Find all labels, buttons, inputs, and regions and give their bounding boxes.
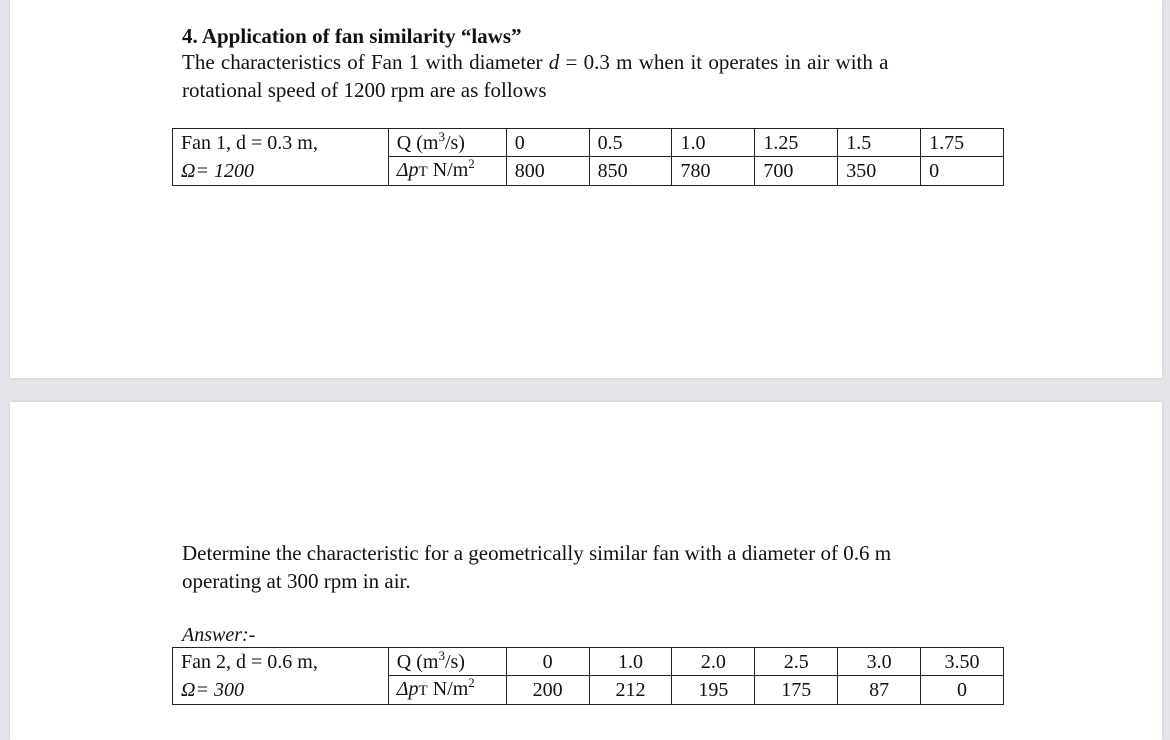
table-row <box>173 648 1004 676</box>
table-row <box>173 676 1004 705</box>
dp-value-cell: 350 <box>838 157 921 186</box>
q-value-cell: 0.5 <box>589 129 672 157</box>
intro-text-pre: The characteristics of Fan 1 with diameter <box>182 50 549 74</box>
dp-subscript: T <box>418 683 428 699</box>
dp-subscript: T <box>418 164 428 180</box>
intro-text-post: = 0.3 m when it operates in air with a <box>559 50 889 74</box>
q-header-text: Q (m <box>396 650 439 673</box>
q-header-unit: /s) <box>444 131 465 154</box>
q-value-cell: 1.75 <box>921 129 1004 157</box>
dp-symbol: Δp <box>396 678 419 700</box>
fan2-label-cell: Fan 2, d = 0.6 m, <box>173 648 389 676</box>
dp-unit: N/m <box>427 159 469 181</box>
question-line1: Determine the characteristic for a geometrically similar fan with a diameter of 0.6 m <box>182 541 892 565</box>
q-header-cell <box>388 129 506 157</box>
dp-value-cell: 780 <box>672 157 755 186</box>
dp-value-cell: 800 <box>506 157 589 186</box>
dp-unit: N/m <box>427 678 469 700</box>
dp-header-cell <box>388 157 506 186</box>
q-value-cell: 1.25 <box>755 129 838 157</box>
problem-intro-line2: rotational speed of 1200 rpm are as follows <box>182 78 547 102</box>
problem-heading: 4. Application of fan similarity “laws” <box>182 24 522 48</box>
q-value-cell: 2.0 <box>672 648 755 676</box>
q-header-unit: /s) <box>444 650 465 673</box>
dp-header-cell <box>388 676 506 705</box>
fan2-characteristics-table <box>172 647 1004 705</box>
q-value-cell: 2.5 <box>755 648 838 676</box>
dp-value-cell: 212 <box>589 676 672 705</box>
q-value-cell: 0 <box>506 129 589 157</box>
fan1-label-cell: Fan 1, d = 0.3 m, <box>173 129 389 157</box>
problem-intro-line1 <box>182 48 888 76</box>
q-value-cell: 1.0 <box>589 648 672 676</box>
q-value-cell: 3.50 <box>921 648 1004 676</box>
dp-value-cell: 200 <box>506 676 589 705</box>
dp-value-cell: 850 <box>589 157 672 186</box>
intro-diameter-var: d <box>548 50 560 74</box>
q-value-cell: 3.0 <box>838 648 921 676</box>
dp-value-cell: 195 <box>672 676 755 705</box>
dp-value-cell: 0 <box>921 676 1004 705</box>
q-value-cell: 1.0 <box>672 129 755 157</box>
dp-value-cell: 87 <box>838 676 921 705</box>
dp-value-cell: 700 <box>755 157 838 186</box>
q-header-cell <box>388 648 506 676</box>
fan1-characteristics-table <box>172 128 1004 186</box>
q-header-sup: 3 <box>438 647 445 663</box>
fan1-speed-cell: Ω= 1200 <box>173 157 389 186</box>
q-header-text: Q (m <box>396 131 439 154</box>
dp-value-cell: 175 <box>755 676 838 705</box>
fan2-speed-cell: Ω= 300 <box>173 676 389 705</box>
q-header-sup: 3 <box>438 128 445 144</box>
question-line2: operating at 300 rpm in air. <box>182 569 411 593</box>
q-value-cell: 0 <box>506 648 589 676</box>
answer-label: Answer:- <box>182 624 256 646</box>
dp-value-cell: 0 <box>921 157 1004 186</box>
dp-unit-sup: 2 <box>468 675 475 690</box>
table-row <box>173 157 1004 186</box>
q-value-cell: 1.5 <box>838 129 921 157</box>
dp-symbol: Δp <box>396 159 419 181</box>
dp-unit-sup: 2 <box>468 156 475 171</box>
table-row <box>173 129 1004 157</box>
